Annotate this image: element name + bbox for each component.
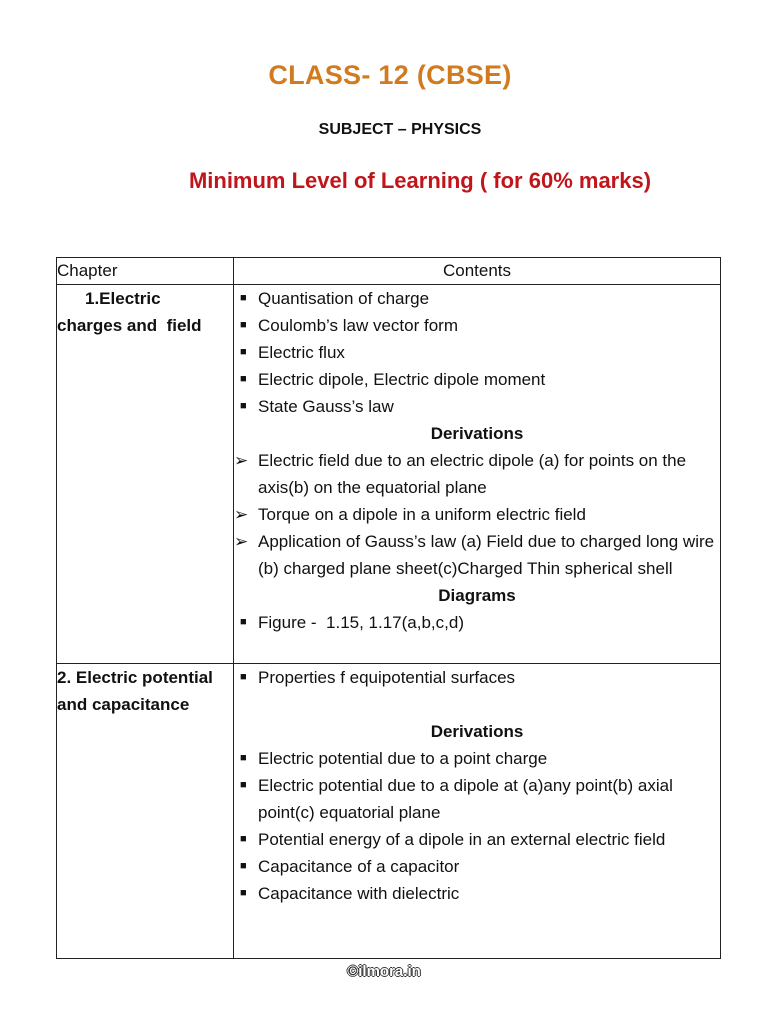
derivations-heading: Derivations <box>430 424 524 443</box>
list-item: ■ Properties f equipotential surfaces <box>234 664 720 691</box>
column-header-chapter: Chapter <box>57 258 234 285</box>
square-bullet-icon: ■ <box>240 860 247 872</box>
square-bullet-icon: ■ <box>240 833 247 845</box>
arrow-bullet-icon: ➢ <box>234 532 249 551</box>
list-item: ■ Capacitance of a capacitor <box>234 853 720 880</box>
table-row <box>57 285 721 664</box>
diagrams-heading: Diagrams <box>438 586 516 605</box>
subject-line: SUBJECT – PHYSICS <box>318 121 482 138</box>
square-bullet-icon: ■ <box>240 319 247 331</box>
square-bullet-icon: ■ <box>240 292 247 304</box>
list-item: ■ Coulomb’s law vector form <box>234 312 720 339</box>
square-bullet-icon: ■ <box>240 373 247 385</box>
chapter-cell <box>57 664 234 959</box>
square-bullet-icon: ■ <box>240 779 247 791</box>
derivation-item: ➢ Torque on a dipole in a uniform electric field <box>234 501 720 528</box>
table-header-row <box>57 258 721 285</box>
arrow-bullet-icon: ➢ <box>234 451 249 470</box>
list-item: ■ Electric dipole, Electric dipole moment <box>234 366 720 393</box>
chapter-title: 2. Electric potential and capacitance <box>57 668 213 714</box>
list-item: ■ Figure - 1.15, 1.17(a,b,c,d) <box>234 609 720 636</box>
spacer <box>234 691 720 718</box>
watermark: ©ilmora.in <box>347 963 421 980</box>
list-item: ■ Electric flux <box>234 339 720 366</box>
square-bullet-icon: ■ <box>240 616 247 628</box>
page-title: CLASS- 12 (CBSE) <box>268 60 512 90</box>
square-bullet-icon: ■ <box>240 887 247 899</box>
chapter-title: 1.Electric <box>85 289 161 308</box>
page-subtitle: Minimum Level of Learning ( for 60% marks) <box>188 168 652 193</box>
square-bullet-icon: ■ <box>240 346 247 358</box>
derivation-item: ➢ Application of Gauss’s law (a) Field due to charged long wire (b) charged plane sheet(c)Charged Thin spherical shell <box>234 528 720 582</box>
contents-cell <box>234 664 721 959</box>
square-bullet-icon: ■ <box>240 400 247 412</box>
column-header-contents: Contents <box>234 258 721 285</box>
list-item: ■ Electric potential due to a dipole at (a)any point(b) axial point(c) equatorial plane <box>234 772 720 826</box>
derivation-item: ➢ Electric field due to an electric dipole (a) for points on the axis(b) on the equatorial plane <box>234 447 720 501</box>
list-item: ■ Potential energy of a dipole in an external electric field <box>234 826 720 853</box>
list-item: ■ State Gauss’s law <box>234 393 720 420</box>
contents-cell <box>234 285 752 664</box>
arrow-bullet-icon: ➢ <box>234 505 249 524</box>
list-item: ■ Electric potential due to a point charge <box>234 745 720 772</box>
chapter-title-cont: charges and field <box>57 316 202 335</box>
square-bullet-icon: ■ <box>240 671 247 683</box>
square-bullet-icon: ■ <box>240 752 247 764</box>
list-item: ■ Capacitance with dielectric <box>234 880 720 907</box>
table-row <box>57 664 721 959</box>
list-item: ■ Quantisation of charge <box>234 285 720 312</box>
syllabus-table <box>56 257 752 959</box>
derivations-heading: Derivations <box>430 722 524 741</box>
chapter-cell <box>57 285 234 664</box>
